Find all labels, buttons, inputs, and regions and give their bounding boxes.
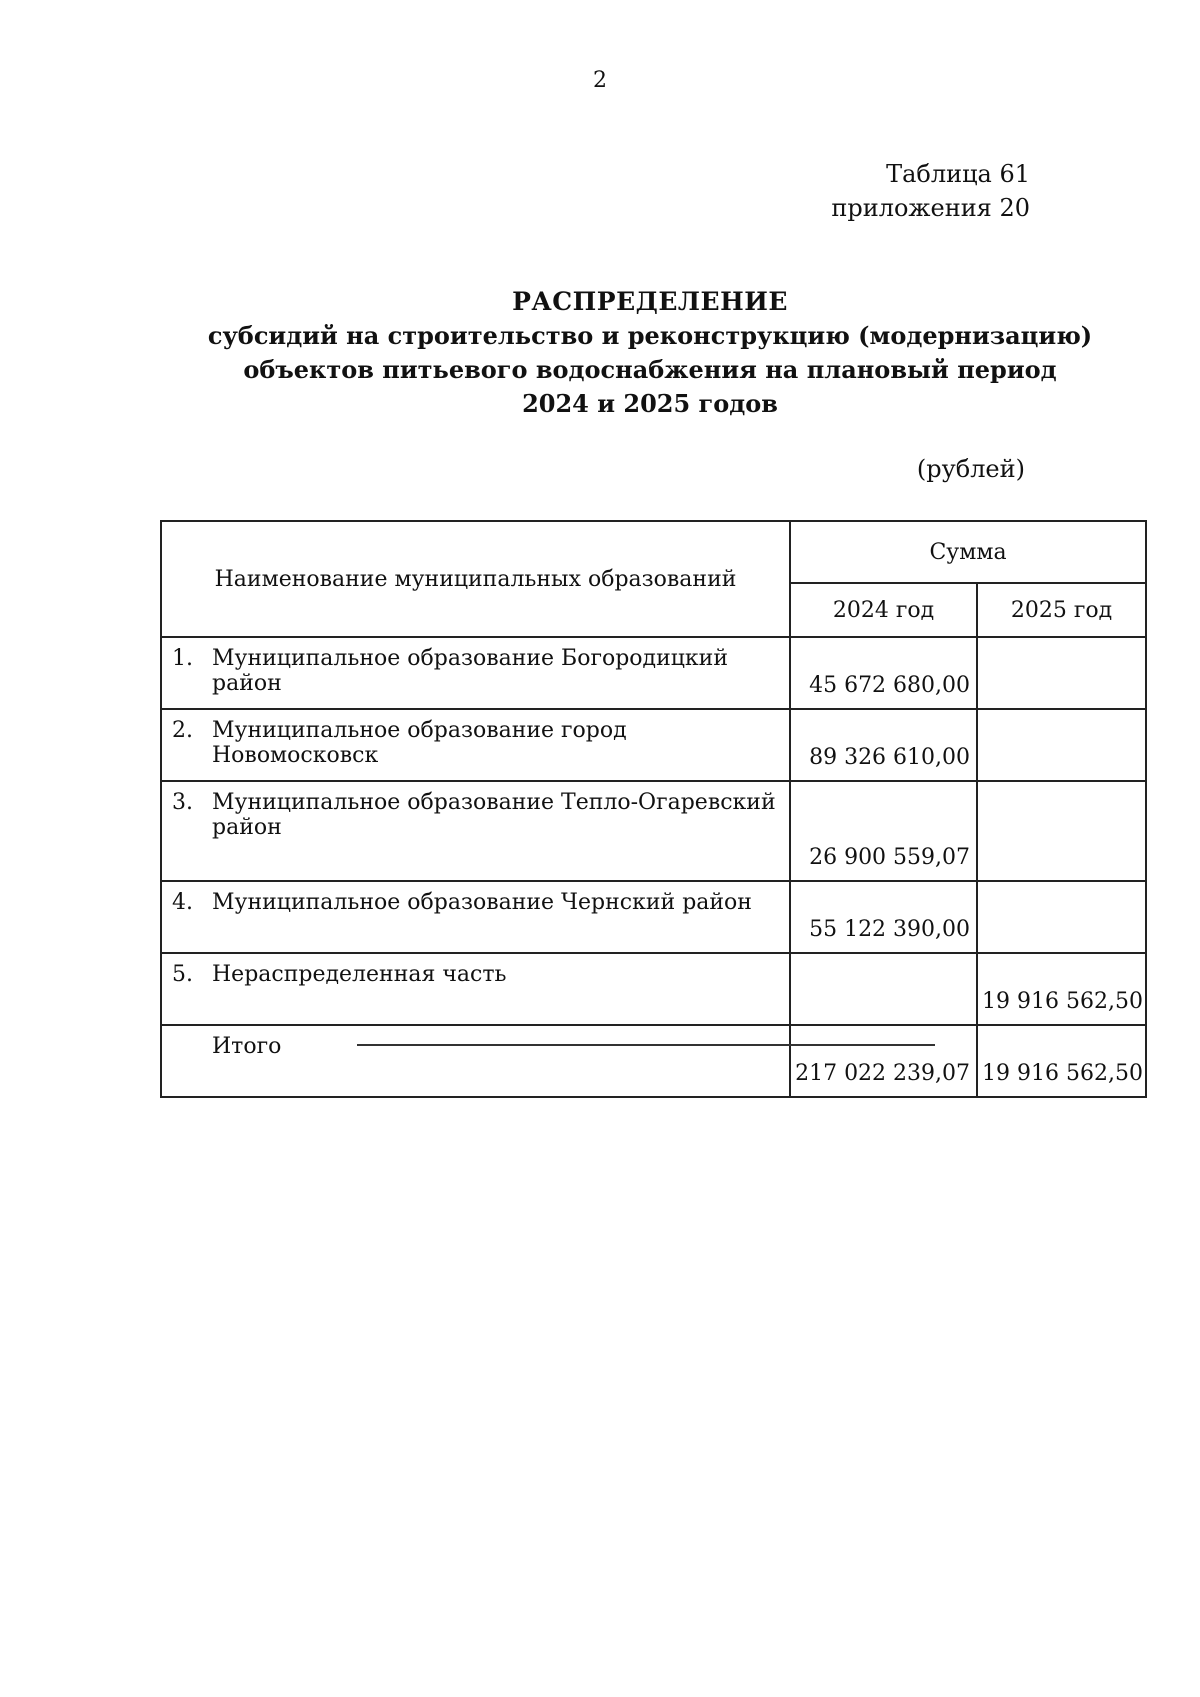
- title-line3: объектов питьевого водоснабжения на плановый период: [243, 355, 1057, 384]
- row-number: 2.: [172, 718, 193, 743]
- row-name-cell: [161, 1025, 790, 1097]
- row-number: 1.: [172, 646, 193, 671]
- table-reference: [831, 157, 1030, 225]
- row-value-2025: [977, 781, 1146, 881]
- row-name-cell: [161, 953, 790, 1025]
- table-row: [161, 637, 1146, 709]
- total-label: Итого: [212, 1034, 282, 1059]
- header-sum: Сумма: [790, 521, 1146, 583]
- units-label: (рублей): [916, 455, 1025, 483]
- row-name: Муниципальное образование Богородицкий район: [212, 646, 728, 696]
- table-ref-line1: Таблица 61: [886, 160, 1030, 188]
- row-name: Муниципальное образование Тепло-Огаревский район: [212, 790, 776, 840]
- total-value-2024: 217 022 239,07: [790, 1025, 977, 1097]
- table-ref-line2: приложения 20: [831, 194, 1030, 222]
- row-name-cell: [161, 709, 790, 781]
- title-line2: субсидий на строительство и реконструкцию (модернизацию): [207, 321, 1093, 350]
- allocation-table: [160, 520, 1147, 1098]
- row-value-2024: 89 326 610,00: [790, 709, 977, 781]
- row-value-2025: [977, 709, 1146, 781]
- row-value-2024: 45 672 680,00: [790, 637, 977, 709]
- title-line1: РАСПРЕДЕЛЕНИЕ: [512, 287, 788, 316]
- header-year-2024: 2024 год: [790, 583, 977, 637]
- total-row: [161, 1025, 1146, 1097]
- table-row: [161, 781, 1146, 881]
- row-name: Муниципальное образование Чернский район: [212, 890, 752, 915]
- table-row: [161, 881, 1146, 953]
- row-number: [172, 1034, 212, 1059]
- row-name-cell: [161, 781, 790, 881]
- row-value-2025: [977, 637, 1146, 709]
- row-value-2025: 19 916 562,50: [977, 953, 1146, 1025]
- row-name-cell: [161, 881, 790, 953]
- title-line4: 2024 и 2025 годов: [522, 389, 778, 418]
- total-value-2025: 19 916 562,50: [977, 1025, 1146, 1097]
- header-name: Наименование муниципальных образований: [161, 521, 790, 637]
- row-value-2025: [977, 881, 1146, 953]
- row-value-2024: 26 900 559,07: [790, 781, 977, 881]
- row-number: 5.: [172, 962, 193, 987]
- table-row: [161, 953, 1146, 1025]
- row-number: 3.: [172, 790, 193, 815]
- header-year-2025: 2025 год: [977, 583, 1146, 637]
- closing-rule: [357, 1044, 935, 1046]
- document-title: [0, 285, 1200, 421]
- row-name: Муниципальное образование город Новомосковск: [212, 718, 627, 768]
- row-value-2024: 55 122 390,00: [790, 881, 977, 953]
- row-name-cell: [161, 637, 790, 709]
- page-number: 2: [593, 68, 607, 93]
- row-name: Нераспределенная часть: [212, 962, 507, 987]
- row-value-2024: [790, 953, 977, 1025]
- row-number: 4.: [172, 890, 193, 915]
- table-row: [161, 709, 1146, 781]
